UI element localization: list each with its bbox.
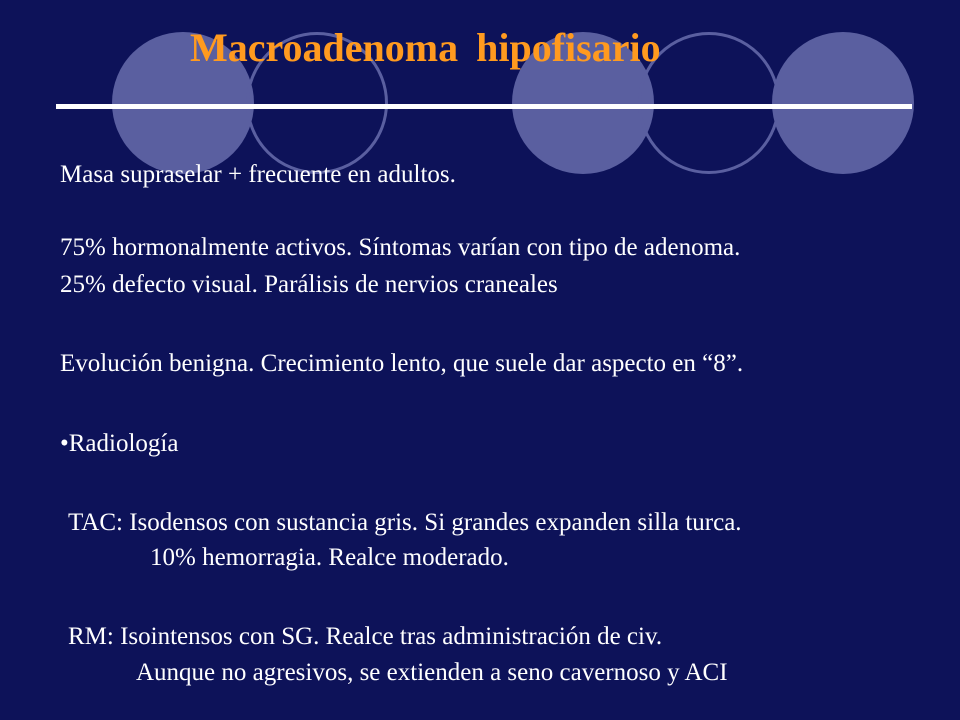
text-line-9: Aunque no agresivos, se extienden a seno cavernoso y ACI xyxy=(136,659,728,686)
decor-circle-5 xyxy=(772,32,914,174)
slide-title: Macroadenoma hipofisario xyxy=(190,25,661,70)
text-line-6: TAC: Isodensos con sustancia gris. Si grandes expanden silla turca. xyxy=(68,509,742,536)
title-divider xyxy=(56,104,912,109)
text-line-5: •Radiología xyxy=(60,430,179,457)
text-line-8: RM: Isointensos con SG. Realce tras administración de civ. xyxy=(68,623,663,650)
text-line-2: 75% hormonalmente activos. Síntomas varían con tipo de adenoma. xyxy=(60,234,741,261)
text-line-4: Evolución benigna. Crecimiento lento, que suele dar aspecto en “8”. xyxy=(60,350,744,377)
text-line-1: Masa supraselar + frecuente en adultos. xyxy=(60,161,456,188)
text-line-7: 10% hemorragia. Realce moderado. xyxy=(150,544,509,571)
text-line-3: 25% defecto visual. Parálisis de nervios craneales xyxy=(60,271,558,298)
